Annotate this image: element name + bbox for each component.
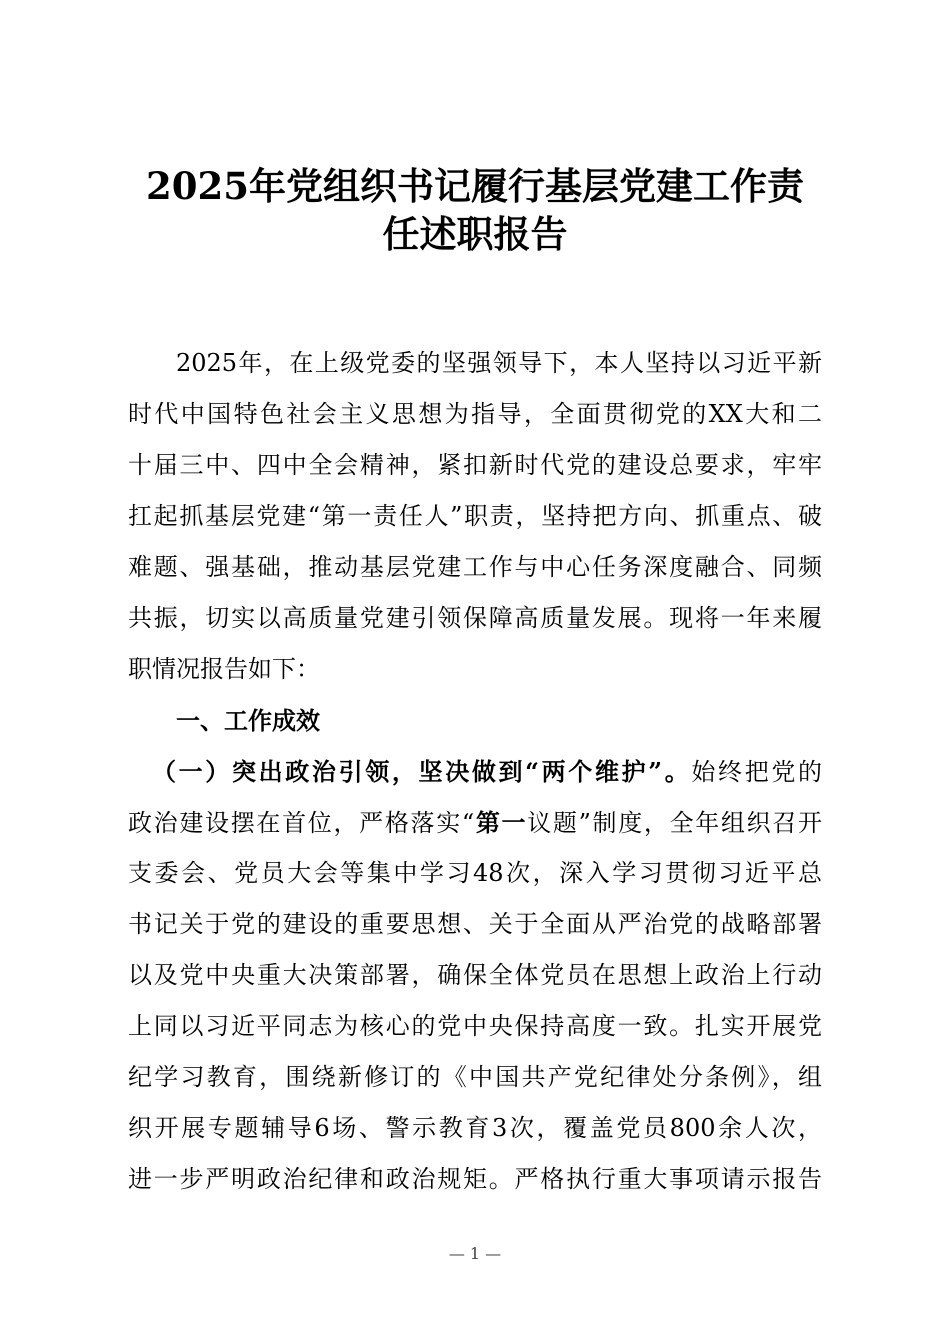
- paragraph-line: 织开展专题辅导6场、警示教育3次，覆盖党员800余人次，: [128, 1114, 822, 1142]
- intro-line: 难题、强基础，推动基层党建工作与中心任务深度融合、同频: [128, 553, 822, 581]
- intro-line: 时代中国特色社会主义思想为指导，全面贯彻党的XX大和二: [128, 400, 822, 428]
- intro-line: 扛起抓基层党建“第一责任人”职责，坚持把方向、抓重点、破: [128, 502, 822, 530]
- paragraph-line: [128, 797, 822, 848]
- paragraph-line: 纪学习教育，围绕新修订的《中国共产党纪律处分条例》，组: [128, 1063, 822, 1091]
- paragraph-line: 上同以习近平同志为核心的党中央保持高度一致。扎实开展党: [128, 1012, 822, 1040]
- page-number: — 1 —: [448, 1244, 502, 1263]
- subsection-first-line: [128, 746, 822, 797]
- paragraph-line: 支委会、党员大会等集中学习48次，深入学习贯彻习近平总: [128, 859, 822, 887]
- paragraph-line-bold: 第一: [474, 808, 528, 837]
- paragraph-line-part-a: 政治建设摆在首位，严格落实“: [128, 809, 475, 837]
- page-title: [128, 162, 822, 258]
- document-body: [128, 338, 822, 1205]
- paragraph-line: 进一步严明政治纪律和政治规矩。严格执行重大事项请示报告: [128, 1165, 822, 1193]
- intro-line: 职情况报告如下：: [128, 655, 320, 683]
- paragraph-line-part-b: 议题”制度，全年组织召开: [527, 809, 822, 837]
- intro-line: 十届三中、四中全会精神，紧扣新时代党的建设总要求，牢牢: [128, 451, 822, 479]
- title-line-2: 任述职报告: [382, 212, 568, 256]
- section-heading: 一、工作成效: [176, 706, 320, 735]
- paragraph-line: 书记关于党的建设的重要思想、关于全面从严治党的战略部署: [128, 910, 822, 938]
- subsection-heading: （一）突出政治引领，坚决做到“两个维护”。: [152, 757, 692, 786]
- intro-line: 2025年，在上级党委的坚强领导下，本人坚持以习近平新: [176, 349, 822, 377]
- intro-line: 共振，切实以高质量党建引领保障高质量发展。现将一年来履: [128, 604, 822, 632]
- title-line-1: 2025年党组织书记履行基层党建工作责: [146, 164, 804, 208]
- paragraph-line: 以及党中央重大决策部署，确保全体党员在思想上政治上行动: [128, 961, 822, 989]
- subsection-first-line-text: 始终把党的: [691, 758, 822, 786]
